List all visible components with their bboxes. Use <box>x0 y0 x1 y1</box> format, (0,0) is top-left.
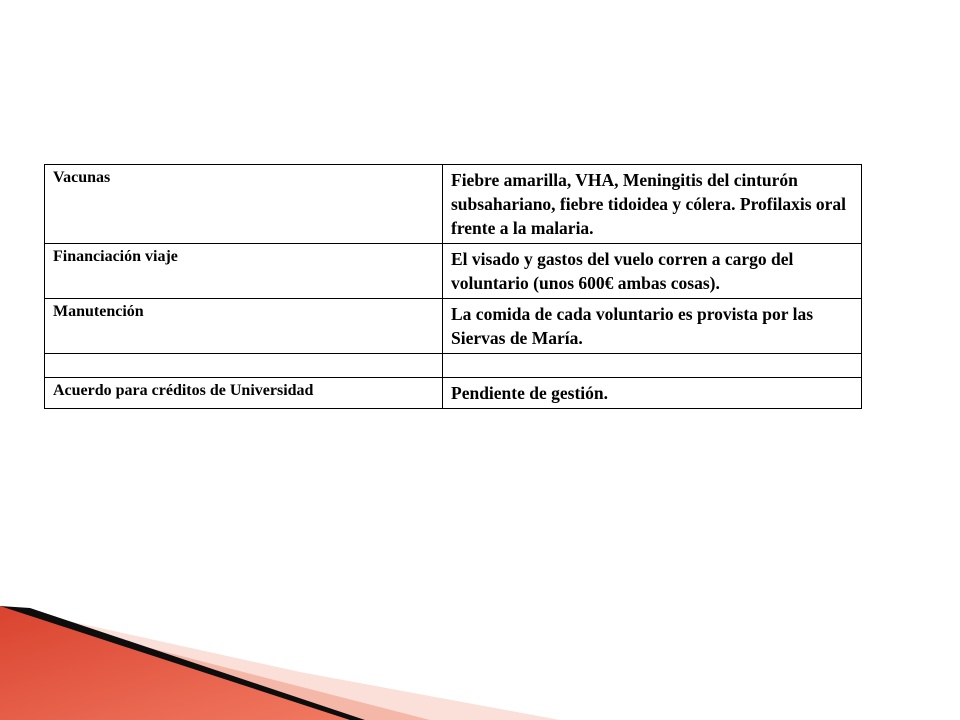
row-label-financiacion: Financiación viaje <box>45 244 443 299</box>
row-label-creditos: Acuerdo para créditos de Universidad <box>45 378 443 409</box>
row-value-manutencion: La comida de cada voluntario es provista por las Siervas de María. <box>443 299 862 354</box>
row-value-creditos: Pendiente de gestión. <box>443 378 862 409</box>
row-value-financiacion: El visado y gastos del vuelo corren a cargo del voluntario (unos 600€ ambas cosas). <box>443 244 862 299</box>
row-label-manutencion: Manutención <box>45 299 443 354</box>
row-label-vacunas: Vacunas <box>45 165 443 244</box>
row-value-vacunas: Fiebre amarilla, VHA, Meningitis del cinturón subsahariano, fiebre tidoidea y cólera. Profilaxis oral frente a la malaria. <box>443 165 862 244</box>
